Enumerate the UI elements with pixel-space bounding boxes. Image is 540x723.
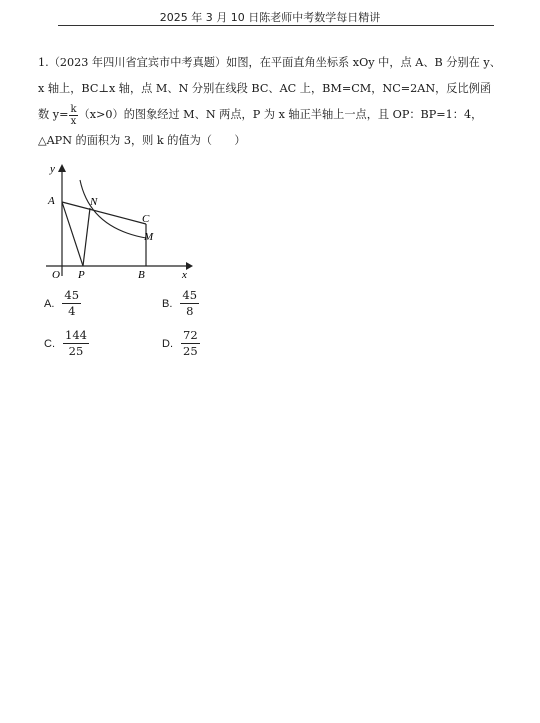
choice-D-numerator: 72 [183,328,198,342]
x-axis-arrow [186,262,193,270]
problem-line-4-text: △APN 的面积为 3，则 k 的值为（ ） [38,134,246,147]
header-rule [58,25,494,26]
header-title: 2025 年 3 月 10 日陈老师中考数学每日精讲 [159,11,381,24]
inline-fraction-numerator: k [70,103,77,115]
choice-C-fraction [63,328,89,359]
problem-text [38,50,501,154]
page-header [0,9,540,25]
segment-PN [83,208,90,266]
inline-fraction-denominator: x [70,115,77,127]
choice-D[interactable] [162,328,200,359]
label-y: y [50,163,55,175]
label-A: A [48,195,55,207]
problem-line-3-prefix: 数 y= [38,108,69,121]
segment-AP [62,202,83,266]
choice-B-denominator: 8 [186,304,194,318]
choice-D-denominator: 25 [183,344,198,358]
choice-B-fraction [180,288,199,319]
choice-A-letter: A. [44,297,55,310]
choice-C[interactable] [44,328,89,359]
choice-D-fraction [181,328,200,359]
choice-A-numerator: 45 [64,288,80,302]
problem-line-2-text: x 轴上，BC⊥x 轴，点 M、N 分别在线段 BC、AC 上，BM=CM，NC=2AN，反比例函 [38,82,492,95]
problem-number: 1. [38,56,49,69]
choice-D-letter: D. [162,337,173,350]
label-C: C [142,213,150,225]
choice-B-numerator: 45 [182,288,198,302]
label-P: P [78,269,85,278]
choice-C-letter: C. [44,337,55,350]
choice-A[interactable] [44,288,81,319]
label-M: M [144,231,154,243]
problem-line-1 [38,50,501,76]
label-O: O [52,269,60,278]
label-N: N [90,196,98,208]
coordinate-graph [38,158,198,278]
label-B: B [138,269,145,278]
choice-A-denominator: 4 [68,304,76,318]
label-x: x [182,269,187,278]
choice-C-denominator: 25 [68,344,84,358]
problem-line-1-text: （2023 年四川省宜宾市中考真题）如图，在平面直角坐标系 xOy 中，点 A、B 分别在 y、 [48,56,501,69]
choice-B[interactable] [162,288,199,319]
choice-B-letter: B. [162,297,173,310]
inline-fraction [69,104,77,127]
problem-line-3-suffix: （x>0）的图象经过 M、N 两点，P 为 x 轴正半轴上一点，且 OP：BP=1：4， [78,108,483,121]
problem-line-4 [38,128,498,154]
choice-A-fraction [62,288,81,319]
problem-line-3 [38,102,498,128]
choice-C-numerator: 144 [65,328,87,342]
y-axis-arrow [58,164,66,172]
problem-line-2 [38,76,498,102]
